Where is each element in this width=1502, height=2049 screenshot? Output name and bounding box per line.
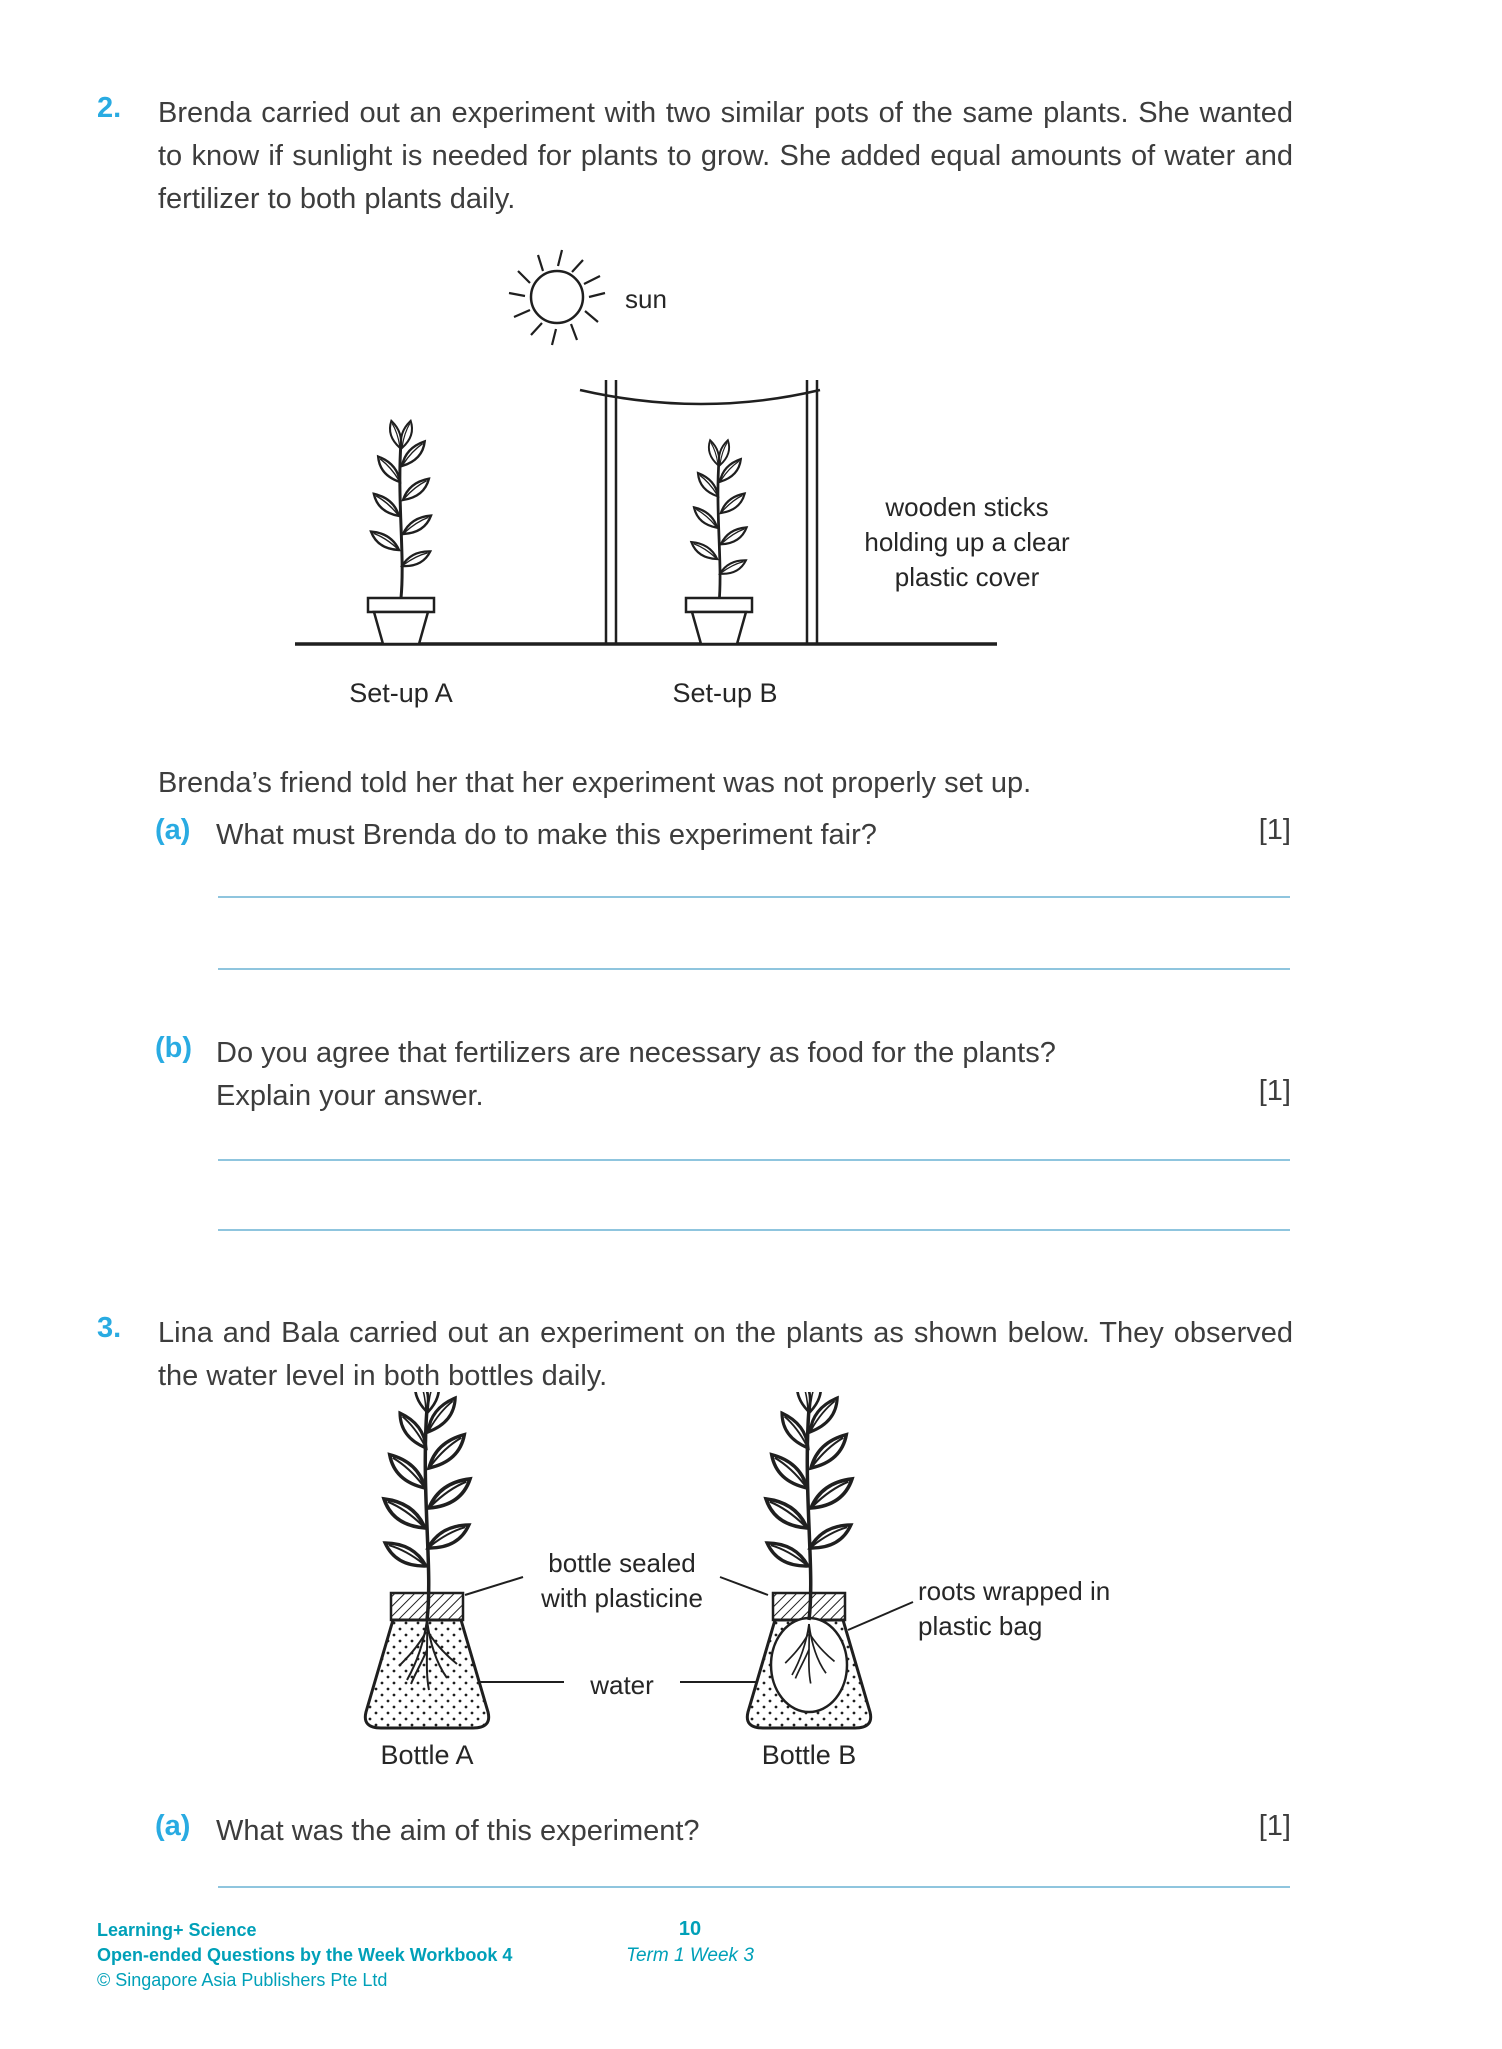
- part-b-question-line2: Explain your answer.: [216, 1080, 484, 1112]
- part-b-label: (b): [155, 1032, 193, 1064]
- answer-line: [218, 1886, 1290, 1888]
- bottle-a-label: Bottle A: [380, 1740, 474, 1770]
- part-b-question-line1: Do you agree that fertilizers are necessary as food for the plants?: [216, 1037, 1056, 1069]
- answer-line: [218, 896, 1290, 898]
- footer-page-block: [540, 1918, 840, 1967]
- sun-label: sun: [625, 284, 667, 314]
- pot-setup-b: [686, 598, 752, 644]
- footer-publisher-block: [97, 1918, 512, 1993]
- part-a-marks: [1]: [1258, 814, 1291, 846]
- footer-week: Term 1 Week 3: [626, 1945, 754, 1966]
- roots-label: roots wrapped in plastic bag: [918, 1576, 1111, 1641]
- sticks-label: wooden sticks holding up a clear plastic cover: [864, 492, 1070, 592]
- part-a-label: (a): [155, 814, 191, 846]
- footer-copyright: © Singapore Asia Publishers Pte Ltd: [97, 1970, 388, 1990]
- question-3-body: Lina and Bala carried out an experiment on the plants as shown below. They observed the water level in both bottles daily.: [158, 1317, 1293, 1392]
- sun-icon: [509, 250, 605, 345]
- answer-line: [218, 1159, 1290, 1161]
- setups-diagram: [280, 240, 1340, 730]
- part-a-question: What must Brenda do to make this experiment fair?: [216, 819, 877, 851]
- bottle-b-label: Bottle B: [761, 1740, 857, 1770]
- page-number: 10: [678, 1918, 702, 1940]
- question-3-number: 3.: [97, 1312, 122, 1344]
- q3-part-a-label: (a): [155, 1810, 191, 1842]
- water-label: water: [590, 1670, 654, 1700]
- q3-part-a-question: What was the aim of this experiment?: [216, 1815, 700, 1847]
- bottles-diagram-art: [300, 1392, 1350, 1787]
- plant-bottle-a: [379, 1392, 475, 1620]
- q3-part-a-marks: [1]: [1258, 1810, 1291, 1842]
- footer-book-title: Open-ended Questions by the Week Workbook 4: [97, 1945, 513, 1965]
- setup-b-label: Set-up B: [672, 678, 778, 708]
- plant-setup-a: [368, 420, 434, 598]
- question-2-note: Brenda’s friend told her that her experiment was not properly set up.: [158, 767, 1032, 799]
- plant-setup-b: [689, 440, 750, 603]
- plant-bottle-b: [761, 1392, 857, 1620]
- footer-series: Learning+ Science: [97, 1920, 257, 1940]
- pot-setup-a: [368, 598, 434, 644]
- plasticine-label: bottle sealed with plasticine: [541, 1548, 703, 1613]
- setups-diagram-art: [280, 240, 1340, 730]
- answer-line: [218, 968, 1290, 970]
- setup-a-label: Set-up A: [349, 678, 453, 708]
- answer-line: [218, 1229, 1290, 1231]
- bottles-diagram: [300, 1392, 1350, 1787]
- question-2-number: 2.: [97, 92, 122, 124]
- part-b-marks: [1]: [1258, 1075, 1291, 1107]
- question-2-body: Brenda carried out an experiment with two similar pots of the same plants. She wanted to know if sunlight is needed for plants to grow. She added equal amounts of water and fertilizer to both plants daily.: [158, 97, 1293, 215]
